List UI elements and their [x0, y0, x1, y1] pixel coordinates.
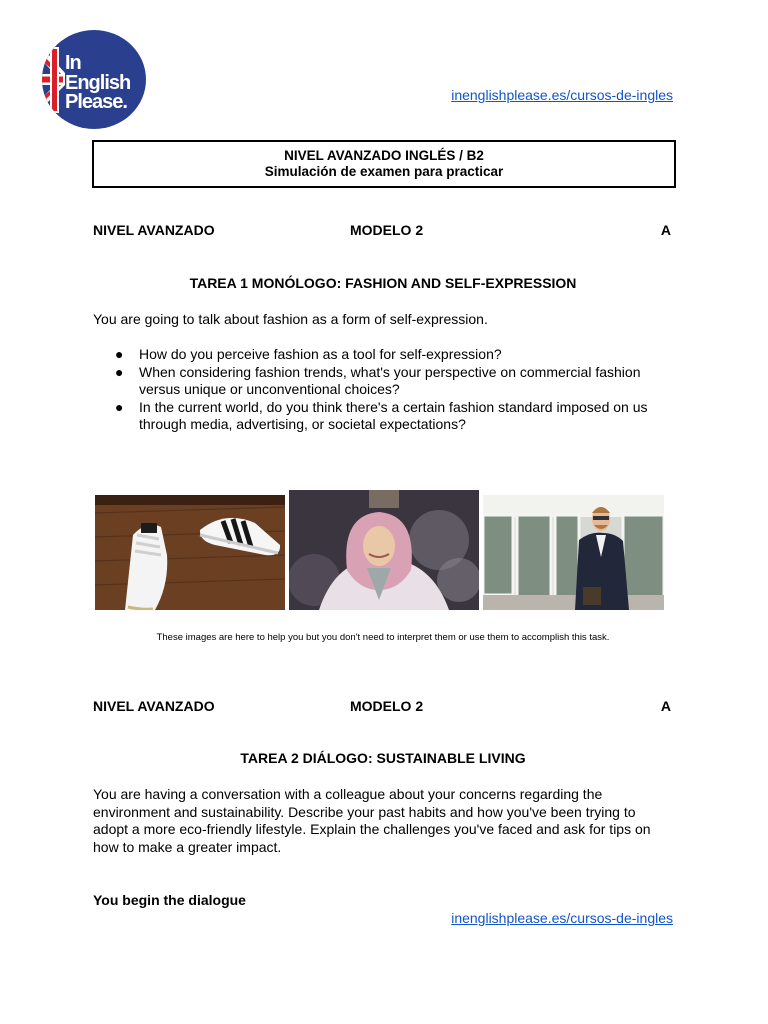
variant-label: A: [660, 222, 671, 238]
logo-graphic: [41, 29, 147, 130]
level-row-task1: [93, 222, 671, 240]
variant-label: A: [660, 698, 671, 714]
level-row-task2: [93, 698, 671, 716]
question-text: When considering fashion trends, what's your perspective on commercial fashion versus unique or unconventional choices?: [139, 363, 641, 397]
dialogue-start-label: You begin the dialogue: [93, 892, 246, 908]
task2-body: You are having a conversation with a colleague about your concerns regarding the environment and sustainability. Describe your past habits and how you've been trying to adopt a more eco-friendly lifestyle. Explain the challenges you've faced and ask for tips on how to make a greater impact.: [93, 786, 651, 855]
question-item: [93, 346, 673, 364]
level-label: NIVEL AVANZADO: [93, 222, 215, 238]
question-item: [93, 399, 673, 434]
bullet-icon: ●: [115, 363, 124, 380]
man-in-suit-photo: [483, 495, 664, 610]
logo-text-line-3: Please.: [65, 91, 127, 113]
question-item: [93, 364, 673, 399]
task1-title: TAREA 1 MONÓLOGO: FASHION AND SELF-EXPRESSION: [189, 275, 577, 291]
model-label: MODELO 2: [350, 698, 424, 714]
course-link-top[interactable]: inenglishplease.es/cursos-de-ingles: [451, 87, 673, 103]
bullet-icon: ●: [115, 346, 124, 362]
brand-logo: [41, 29, 147, 130]
task2-title: TAREA 2 DIÁLOGO: SUSTAINABLE LIVING: [240, 750, 526, 766]
course-link-bottom[interactable]: inenglishplease.es/cursos-de-ingles: [451, 910, 673, 926]
woman-in-hijab-photo: [289, 490, 479, 610]
question-text: In the current world, do you think there's a certain fashion standard imposed on us through media, advertising, or societal expectations?: [139, 398, 648, 432]
task1-questions: [93, 346, 673, 434]
exam-subtitle: Simulación de examen para practicar: [264, 164, 504, 179]
logo-text-line-2: English: [65, 72, 131, 94]
exam-title-box: [92, 140, 676, 188]
exam-title: NIVEL AVANZADO INGLÉS / B2: [284, 148, 484, 163]
logo-text-line-1: In: [65, 52, 81, 74]
images-caption: These images are here to help you but you don't need to interpret them or use them to accomplish this task.: [156, 632, 610, 643]
sneakers-photo: [95, 495, 285, 610]
task1-intro: You are going to talk about fashion as a form of self-expression.: [93, 311, 488, 327]
model-label: MODELO 2: [350, 222, 424, 238]
level-label: NIVEL AVANZADO: [93, 698, 215, 714]
bullet-icon: ●: [115, 398, 124, 415]
question-text: How do you perceive fashion as a tool for self-expression?: [139, 346, 502, 362]
